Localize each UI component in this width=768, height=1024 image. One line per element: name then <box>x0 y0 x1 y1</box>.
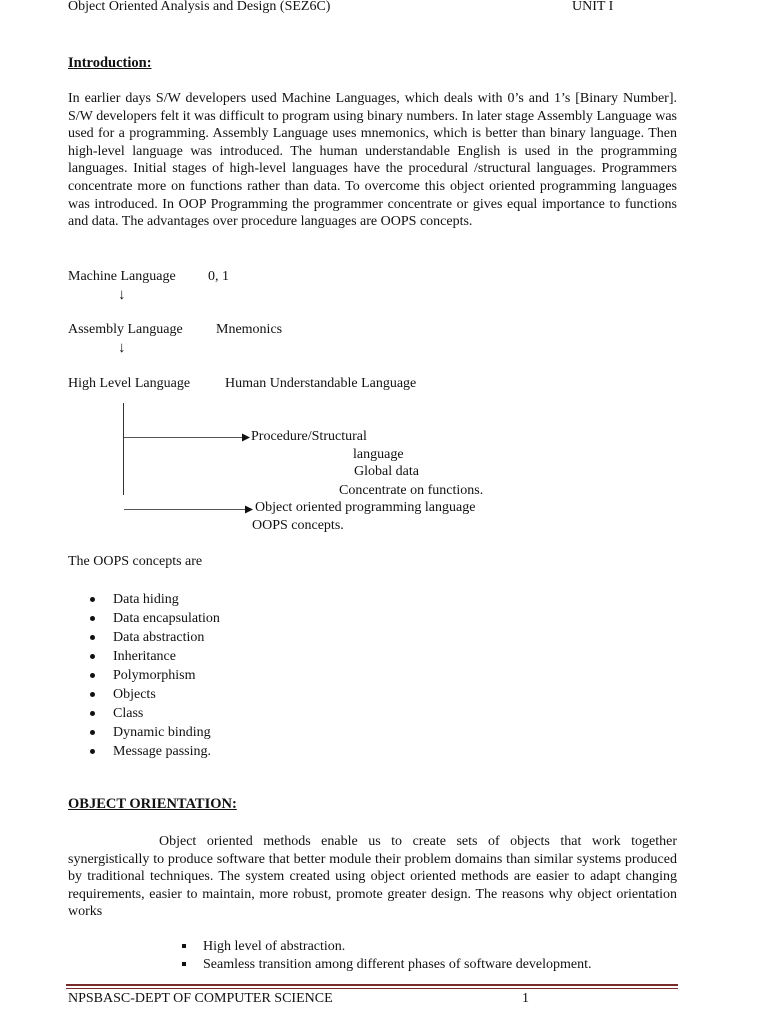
bullet-icon <box>90 749 95 754</box>
intro-heading: Introduction: <box>68 55 152 71</box>
footer-divider <box>66 984 678 986</box>
list-item: Seamless transition among different phases of software development. <box>182 956 592 974</box>
orientation-heading: OBJECT ORIENTATION: <box>68 796 237 812</box>
bullet-icon <box>90 730 95 735</box>
oops-concepts-label: OOPS concepts. <box>252 518 344 533</box>
list-item: Inheritance <box>90 647 220 666</box>
oops-concepts-list <box>90 590 220 761</box>
list-item: Data abstraction <box>90 628 220 647</box>
down-arrow-icon: ↓ <box>118 340 126 356</box>
machine-language-label: Machine Language <box>68 269 176 284</box>
list-item: Message passing. <box>90 742 220 761</box>
bullet-icon <box>90 673 95 678</box>
down-arrow-icon: ↓ <box>118 287 126 303</box>
machine-language-desc: 0, 1 <box>208 269 229 284</box>
orientation-reasons-list <box>182 938 592 974</box>
concentrate-functions-label: Concentrate on functions. <box>339 483 484 498</box>
footer-divider <box>66 988 678 989</box>
bullet-icon <box>90 654 95 659</box>
high-level-language-desc: Human Understandable Language <box>225 376 417 391</box>
header-unit: UNIT I <box>572 0 614 14</box>
page-number: 1 <box>522 991 529 1006</box>
oop-language-label: Object oriented programming language <box>255 500 476 515</box>
square-bullet-icon <box>182 962 186 966</box>
bullet-icon <box>90 616 95 621</box>
procedure-language-label: language <box>353 447 404 462</box>
bullet-icon <box>90 692 95 697</box>
list-item: Data encapsulation <box>90 609 220 628</box>
list-item: Dynamic binding <box>90 723 220 742</box>
high-level-language-label: High Level Language <box>68 376 191 391</box>
orientation-paragraph: Object oriented methods enable us to create sets of objects that work together synergistically to produce software that better module their problem domains than similar systems produced by traditional techniques. The system created using object oriented methods are easier to adapt changing requirements, easier to maintain, more robust, promote greater design. The reasons why object orientation works <box>68 834 677 920</box>
bullet-icon <box>90 635 95 640</box>
assembly-language-desc: Mnemonics <box>216 322 283 337</box>
list-item: Objects <box>90 685 220 704</box>
bullet-icon <box>90 711 95 716</box>
square-bullet-icon <box>182 944 186 948</box>
oops-intro-text: The OOPS concepts are <box>68 554 203 569</box>
procedure-structural-label: Procedure/Structural <box>251 429 367 444</box>
bullet-icon <box>90 597 95 602</box>
assembly-language-label: Assembly Language <box>68 322 183 337</box>
list-item: High level of abstraction. <box>182 938 592 956</box>
header-title: Object Oriented Analysis and Design (SEZ6C) <box>68 0 331 14</box>
list-item: Polymorphism <box>90 666 220 685</box>
footer-department: NPSBASC-DEPT OF COMPUTER SCIENCE <box>68 991 333 1006</box>
intro-paragraph: In earlier days S/W developers used Machine Languages, which deals with 0’s and 1’s [Binary Number]. S/W developers felt it was difficult to program using binary numbers. In later stage Assembly Language was used for a programming. Assembly Language uses mnemonics, which is better than binary language. Then high-level language was introduced. The human understandable English is used in the programming languages. Initial stages of high-level languages have the procedural /structural languages. Programmers concentrate more on functions rather than data. To overcome this object oriented programming languages was introduced. In OOP Programming the programmer concentrate or gives equal importance to functions and data. The advantages over procedure languages are OOPS concepts. <box>68 91 677 230</box>
list-item: Class <box>90 704 220 723</box>
global-data-label: Global data <box>354 464 419 479</box>
list-item: Data hiding <box>90 590 220 609</box>
